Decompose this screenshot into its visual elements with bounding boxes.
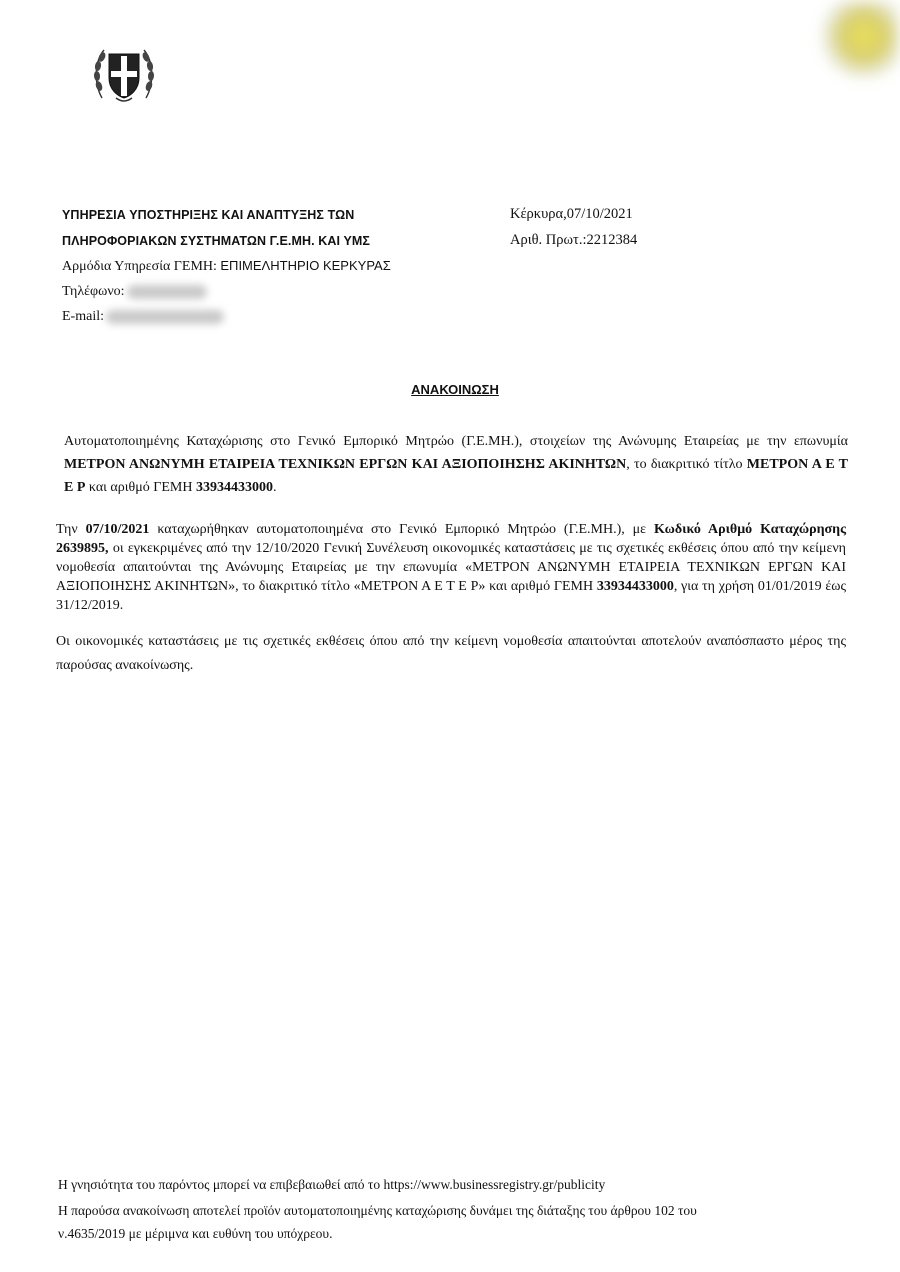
authority-label: Αρμόδια Υπηρεσία ΓΕΜΗ:	[62, 259, 217, 274]
intro-text-4: .	[272, 480, 277, 495]
email-label: E-mail:	[62, 309, 104, 324]
company-short-title: ΜΕΤΡΟΝ Α Ε Τ Ε Ρ	[64, 457, 848, 495]
footer-line-3: ν.4635/2019 με μέριμνα και ευθύνη του υπόχρεου.	[58, 1226, 333, 1241]
greek-coat-of-arms-icon	[92, 40, 156, 106]
intro-text-1: Αυτοματοποιημένης Καταχώρισης στο Γενικό Εμπορικό Μητρώο (Γ.Ε.ΜΗ.), στοιχείων της Ανώνυμης Εταιρείας με την επωνυμία	[64, 434, 848, 449]
document-title: ΑΝΑΚΟΙΝΩΣΗ	[411, 382, 499, 397]
email-line	[62, 309, 224, 325]
issuer-line-1: ΥΠΗΡΕΣΙΑ ΥΠΟΣΤΗΡΙΞΗΣ ΚΑΙ ΑΝΑΠΤΥΞΗΣ ΤΩΝ	[62, 208, 355, 222]
body-text-1: Την	[56, 522, 86, 537]
protocol-number: Αριθ. Πρωτ.:2212384	[510, 232, 638, 248]
body-text-4: , για τη χρήση 01/01/2019 έως 31/12/2019.	[56, 579, 846, 613]
email-redacted	[106, 310, 224, 324]
issuer-line-2: ΠΛΗΡΟΦΟΡΙΑΚΩΝ ΣΥΣΤΗΜΑΤΩΝ Γ.Ε.ΜΗ. ΚΑΙ ΥΜΣ	[62, 234, 370, 248]
corner-stamp-blur	[820, 0, 900, 80]
gemi-number: 33934433000	[195, 480, 273, 495]
company-name: ΜΕΤΡΟΝ ΑΝΩΝΥΜΗ ΕΤΑΙΡΕΙΑ ΤΕΧΝΙΚΩΝ ΕΡΓΩΝ ΚΑΙ ΑΞΙΟΠΟΙΗΣΗΣ ΑΚΙΝΗΤΩΝ	[64, 457, 627, 472]
intro-text-2: , το διακριτικό τίτλο	[626, 457, 747, 472]
footer-line-1: Η γνησιότητα του παρόντος μπορεί να επιβεβαιωθεί από το https://www.businessregistry.gr/publicity	[58, 1177, 606, 1192]
body-paragraph	[56, 520, 846, 615]
phone-line	[62, 284, 207, 300]
footer-line-2: Η παρούσα ανακοίνωση αποτελεί προϊόν αυτοματοποιημένης καταχώρισης δυνάμει της διάταξης του άρθρου 102 του	[58, 1203, 697, 1218]
authority-line	[62, 258, 391, 275]
registration-code: Κωδικό Αριθμό Καταχώρησης 2639895,	[56, 522, 846, 556]
statement-paragraph: Οι οικονομικές καταστάσεις με τις σχετικές εκθέσεις όπου από την κείμενη νομοθεσία απαιτούνται αποτελούν αναπόσπαστο μέρος της παρούσας ανακοίνωσης.	[56, 634, 846, 673]
authority-value: ΕΠΙΜΕΛΗΤΗΡΙΟ ΚΕΡΚΥΡΑΣ	[220, 258, 391, 273]
intro-paragraph	[64, 430, 848, 499]
registration-date: 07/10/2021	[85, 522, 150, 537]
body-text-2: καταχωρήθηκαν αυτοματοποιημένα στο Γενικό Εμπορικό Μητρώο (Γ.Ε.ΜΗ.), με	[149, 522, 654, 537]
body-gemi-number: 33934433000	[596, 579, 674, 594]
place-date: Κέρκυρα,07/10/2021	[510, 206, 633, 222]
body-text-3: οι εγκεκριμένες από την 12/10/2020 Γενική Συνέλευση οικονομικές καταστάσεις με τις σχετικές εκθέσεις όπου από την κείμενη νομοθεσία απαιτούνται της Ανώνυμης Εταιρείας με την επωνυμία «ΜΕΤΡΟΝ ΑΝΩΝΥΜΗ ΕΤΑΙΡΕΙΑ ΤΕΧΝΙΚΩΝ ΕΡΓΩΝ ΚΑΙ ΑΞΙΟΠΟΙΗΣΗΣ ΑΚΙΝΗΤΩΝ», το διακριτικό τίτλο «ΜΕΤΡΟΝ Α Ε Τ Ε Ρ» και αριθμό ΓΕΜΗ	[56, 541, 846, 594]
phone-redacted	[127, 285, 207, 299]
intro-text-3: και αριθμό ΓΕΜΗ	[85, 480, 196, 495]
phone-label: Τηλέφωνο:	[62, 284, 125, 299]
